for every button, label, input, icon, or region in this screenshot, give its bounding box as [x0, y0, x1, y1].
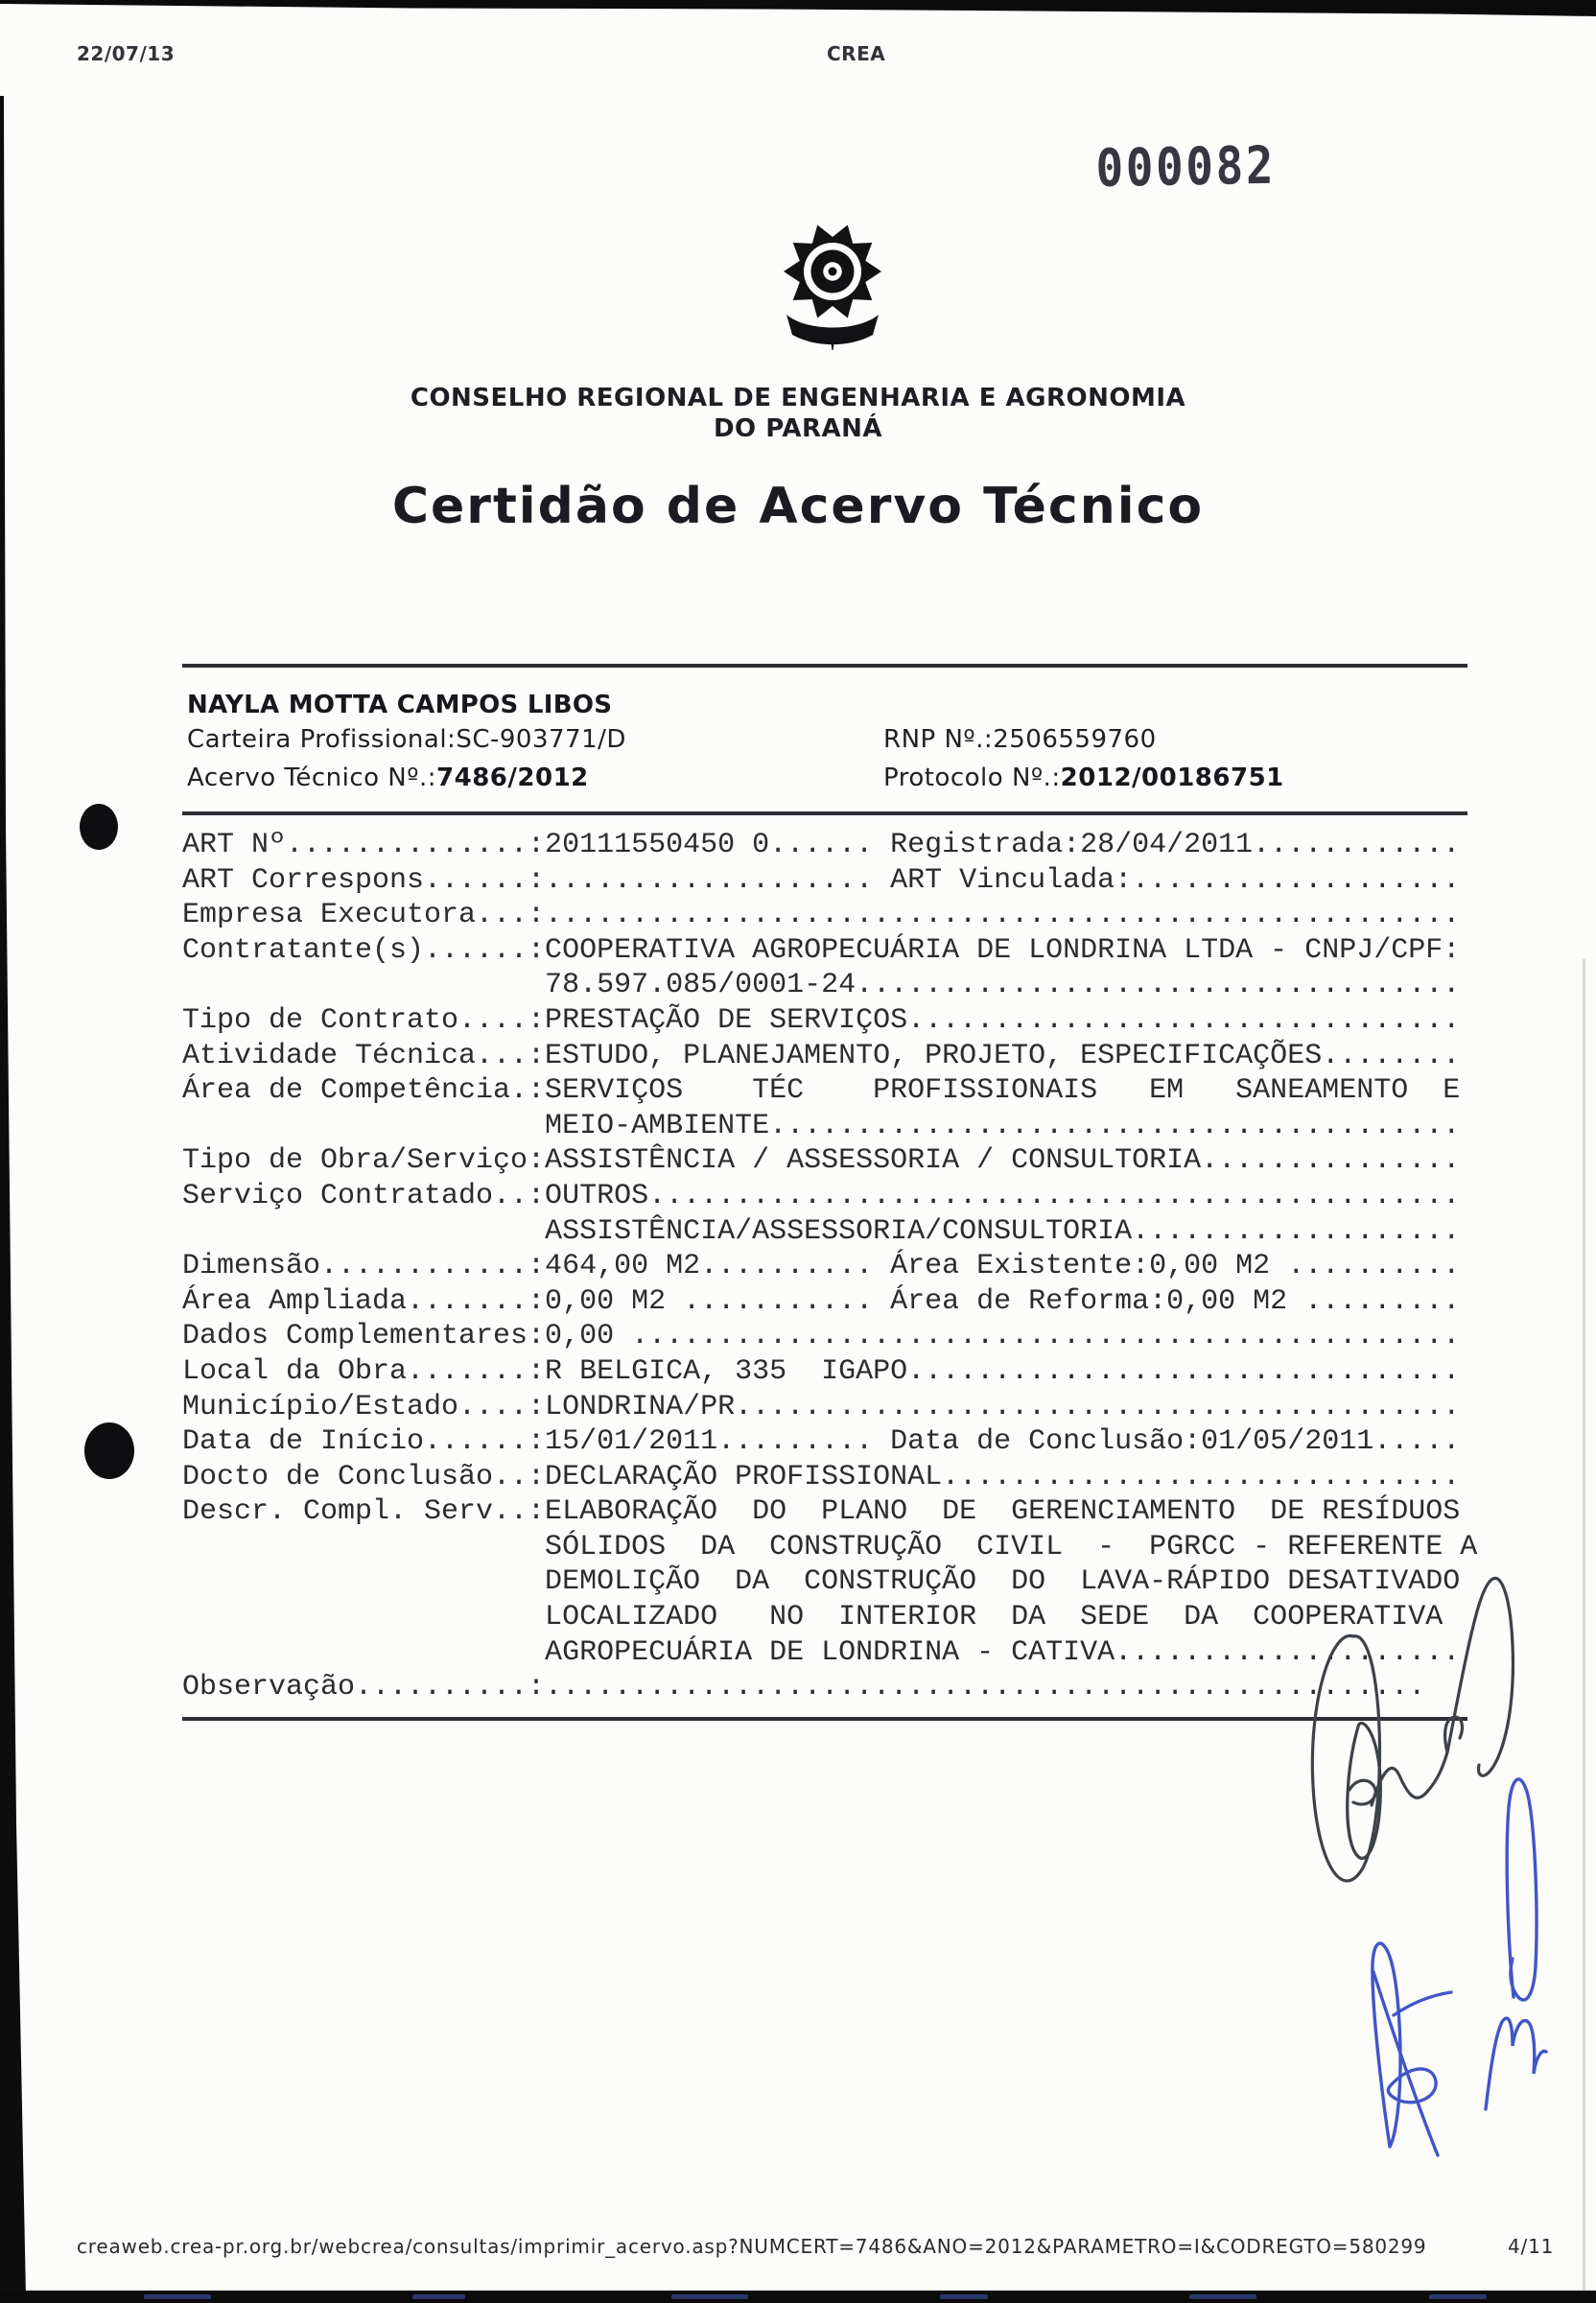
- protocolo-value: 2012/00186751: [1060, 764, 1284, 792]
- divider-bottom: [182, 1717, 1467, 1721]
- record-line: Empresa Executora...:.....................................................: [182, 899, 1461, 932]
- blue-ink-signature: [1373, 1779, 1546, 2155]
- record-line: Observação..........:...................................................: [182, 1671, 1426, 1704]
- protocolo-label: Protocolo Nº.:: [883, 764, 1061, 792]
- coat-of-arms-icon: [761, 204, 904, 350]
- record-line: Descr. Compl. Serv..:ELABORAÇÃO DO PLANO DE GERENCIAMENTO DE RESÍDUOS: [182, 1495, 1461, 1529]
- record-line: Dados Complementares:0,00 ................................................: [182, 1320, 1461, 1353]
- record-line: ART Nº..............:20111550450 0...... Registrada:28/04/2011............: [182, 829, 1461, 861]
- hole-punch-mark: [84, 1422, 134, 1479]
- rnp-label: RNP Nº.:: [883, 725, 994, 754]
- art-record-block: [182, 828, 1477, 1705]
- record-line: Município/Estado....:LONDRINA/PR..........................................: [182, 1390, 1461, 1423]
- record-line: Atividade Técnica...:ESTUDO, PLANEJAMENTO, PROJETO, ESPECIFICAÇÕES........: [182, 1039, 1461, 1072]
- record-line: MEIO-AMBIENTE........................................: [182, 1109, 1461, 1142]
- acervo-value: 7486/2012: [436, 764, 589, 792]
- record-line: DEMOLIÇÃO DA CONSTRUÇÃO DO LAVA-RÁPIDO DESATIVADO: [182, 1565, 1461, 1599]
- record-line: ART Correspons......:................... ART Vinculada:...................: [182, 863, 1461, 897]
- record-line: Dimensão............:464,00 M2.......... Área Existente:0,00 M2 ..........: [182, 1250, 1461, 1283]
- print-site-title: CREA: [827, 42, 886, 65]
- carteira-row: [187, 725, 626, 754]
- record-line: Contratante(s)......:COOPERATIVA AGROPECUÁRIA DE LONDRINA LTDA - CNPJ/CPF:: [182, 933, 1461, 967]
- scan-bottom-strip: [0, 2291, 1596, 2303]
- carteira-label: Carteira Profissional:: [187, 725, 457, 754]
- record-line: 78.597.085/0001-24...................................: [182, 969, 1461, 1002]
- record-line: Área de Competência.:SERVIÇOS TÉC PROFISSIONAIS EM SANEAMENTO E: [182, 1074, 1461, 1108]
- org-name-line1: CONSELHO REGIONAL DE ENGENHARIA E AGRONOMIA: [410, 384, 1186, 412]
- record-line: AGROPECUÁRIA DE LONDRINA - CATIVA....................: [182, 1635, 1461, 1669]
- org-name-line2: DO PARANÁ: [713, 414, 883, 443]
- page-edge-shadow: [1583, 959, 1585, 2292]
- record-line: Docto de Conclusão..:DECLARAÇÃO PROFISSIONAL..............................: [182, 1460, 1461, 1493]
- rnp-value: 2506559760: [993, 725, 1157, 754]
- acervo-row: [187, 764, 589, 792]
- print-footer-url: creaweb.crea-pr.org.br/webcrea/consultas/imprimir_acervo.asp?NUMCERT=7486&ANO=2012&PARAMETRO=I&CODREGTO=580299: [77, 2235, 1427, 2258]
- divider-top: [182, 664, 1467, 668]
- record-line: ASSISTÊNCIA/ASSESSORIA/CONSULTORIA...................: [182, 1214, 1461, 1248]
- print-date: 22/07/13: [77, 42, 176, 65]
- record-line: Tipo de Contrato....:PRESTAÇÃO DE SERVIÇOS................................: [182, 1003, 1461, 1037]
- stamp-number: 000082: [1095, 134, 1277, 199]
- divider-middle: [182, 811, 1467, 815]
- rnp-row: [883, 725, 1157, 754]
- record-line: Local da Obra.......:R BELGICA, 335 IGAPO................................: [182, 1354, 1461, 1388]
- protocolo-row: [883, 764, 1284, 792]
- professional-name: NAYLA MOTTA CAMPOS LIBOS: [187, 691, 613, 719]
- hole-punch-mark: [80, 804, 118, 850]
- record-line: LOCALIZADO NO INTERIOR DA SEDE DA COOPERATIVA: [182, 1601, 1443, 1634]
- carteira-value: SC-903771/D: [456, 725, 626, 754]
- record-line: SÓLIDOS DA CONSTRUÇÃO CIVIL - PGRCC - REFERENTE A: [182, 1530, 1478, 1563]
- record-line: Tipo de Obra/Serviço:ASSISTÊNCIA / ASSESSORIA / CONSULTORIA...............: [182, 1144, 1461, 1178]
- record-line: Data de Início......:15/01/2011......... Data de Conclusão:01/05/2011.....: [182, 1425, 1461, 1459]
- acervo-label: Acervo Técnico Nº.:: [187, 764, 437, 792]
- print-footer-page-number: 4/11: [1508, 2235, 1555, 2258]
- record-line: Serviço Contratado..:OUTROS...............................................: [182, 1179, 1461, 1212]
- document-title: Certidão de Acervo Técnico: [391, 478, 1205, 535]
- record-line: Área Ampliada.......:0,00 M2 ........... Área de Reforma:0,00 M2 .........: [182, 1284, 1461, 1318]
